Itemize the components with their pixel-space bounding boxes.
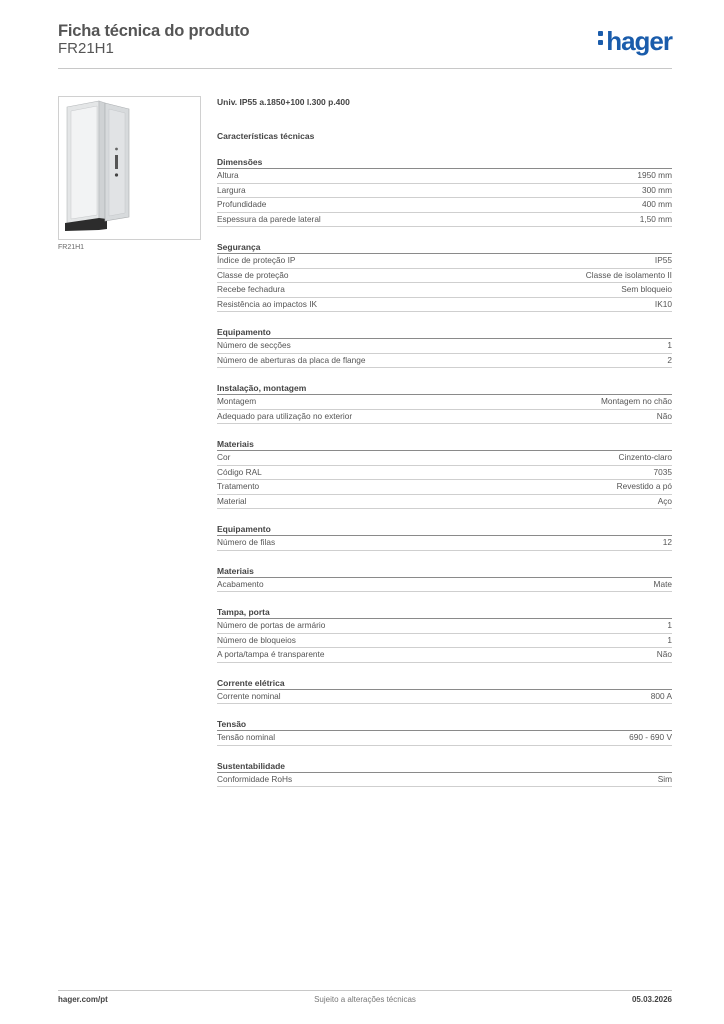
- footer-divider: [58, 990, 672, 991]
- spec-value: 1: [667, 634, 672, 645]
- spec-value: 400 mm: [642, 199, 672, 209]
- spec-row: [217, 339, 672, 354]
- spec-section: [217, 241, 672, 312]
- spec-label: Recebe fechadura: [217, 284, 285, 294]
- spec-section: [217, 523, 672, 551]
- spec-row: [217, 213, 672, 228]
- spec-label: Cor: [217, 452, 231, 462]
- technical-sheet: [217, 96, 672, 787]
- spec-value: Sem bloqueio: [621, 284, 672, 294]
- spec-label: Acabamento: [217, 578, 264, 589]
- spec-value: 800 A: [650, 690, 672, 701]
- section-title: Materiais: [217, 565, 672, 578]
- spec-row: [217, 283, 672, 298]
- spec-value: 1,50 mm: [639, 213, 672, 224]
- footer-note: Sujeito a alterações técnicas: [314, 995, 416, 1004]
- spec-value: 12: [662, 537, 672, 547]
- product-code: FR21H1: [58, 40, 114, 57]
- spec-value: 2: [667, 354, 672, 365]
- spec-label: Espessura da parede lateral: [217, 213, 321, 224]
- spec-row: [217, 578, 672, 593]
- spec-label: A porta/tampa é transparente: [217, 649, 325, 659]
- spec-row: [217, 269, 672, 284]
- spec-label: Tensão nominal: [217, 732, 276, 742]
- spec-row: [217, 198, 672, 213]
- spec-value: Não: [656, 410, 672, 421]
- spec-value: Montagem no chão: [600, 396, 672, 406]
- section-title: Dimensões: [217, 156, 672, 169]
- spec-label: Profundidade: [217, 199, 267, 209]
- product-image: [58, 96, 201, 240]
- spec-label: Número de bloqueios: [217, 634, 296, 645]
- technical-characteristics-heading: Características técnicas: [217, 131, 315, 141]
- spec-label: Número de filas: [217, 537, 276, 547]
- spec-value: Mate: [653, 578, 672, 589]
- spec-value: 7035: [653, 466, 672, 477]
- section-title: Corrente elétrica: [217, 677, 672, 690]
- header-divider: [58, 68, 672, 69]
- spec-section: [217, 438, 672, 509]
- logo-dots-icon: [598, 28, 604, 48]
- spec-label: Número de secções: [217, 340, 291, 350]
- spec-label: Número de aberturas da placa de flange: [217, 354, 366, 365]
- section-title: Tampa, porta: [217, 606, 672, 619]
- spec-value: Cinzento-claro: [618, 452, 672, 462]
- spec-row: [217, 480, 672, 495]
- spec-value: Não: [656, 649, 672, 659]
- spec-row: [217, 648, 672, 663]
- spec-label: Índice de proteção IP: [217, 255, 296, 265]
- footer-website: hager.com/pt: [58, 995, 108, 1004]
- logo-text: hager: [606, 26, 672, 56]
- cabinet-illustration-icon: [59, 97, 200, 239]
- spec-row: [217, 619, 672, 634]
- spec-section: [217, 326, 672, 368]
- spec-row: [217, 395, 672, 410]
- spec-section: [217, 382, 672, 424]
- spec-value: 1950 mm: [637, 170, 672, 180]
- section-title: Equipamento: [217, 523, 672, 536]
- spec-row: [217, 354, 672, 369]
- spec-sections: [217, 156, 672, 787]
- spec-label: Número de portas de armário: [217, 620, 326, 630]
- spec-row: [217, 690, 672, 705]
- spec-value: 690 - 690 V: [629, 732, 672, 742]
- section-title: Segurança: [217, 241, 672, 254]
- footer-date: 05.03.2026: [631, 995, 672, 1004]
- section-title: Materiais: [217, 438, 672, 451]
- spec-label: Conformidade RoHs: [217, 773, 293, 784]
- spec-value: 1: [667, 340, 672, 350]
- spec-row: [217, 298, 672, 313]
- hager-logo: [598, 26, 672, 56]
- document-title: Ficha técnica do produto: [58, 22, 250, 40]
- spec-value: Sim: [657, 773, 672, 784]
- spec-value: Revestido a pó: [616, 481, 672, 491]
- spec-label: Resistência ao impactos IK: [217, 298, 318, 309]
- image-caption: FR21H1: [58, 244, 85, 251]
- spec-row: [217, 451, 672, 466]
- spec-value: IP55: [654, 255, 672, 265]
- spec-row: [217, 169, 672, 184]
- spec-row: [217, 254, 672, 269]
- section-title: Sustentabilidade: [217, 760, 672, 773]
- spec-row: [217, 410, 672, 425]
- spec-row: [217, 634, 672, 649]
- spec-label: Código RAL: [217, 466, 262, 477]
- spec-label: Classe de proteção: [217, 269, 289, 280]
- product-name: Univ. IP55 a.1850+100 l.300 p.400: [217, 97, 350, 107]
- section-title: Instalação, montagem: [217, 382, 672, 395]
- spec-section: [217, 718, 672, 746]
- spec-label: Tratamento: [217, 481, 260, 491]
- spec-value: IK10: [654, 298, 672, 309]
- spec-row: [217, 536, 672, 551]
- section-title: Tensão: [217, 718, 672, 731]
- spec-section: [217, 606, 672, 663]
- page-header: [58, 20, 672, 70]
- section-title: Equipamento: [217, 326, 672, 339]
- spec-row: [217, 184, 672, 199]
- spec-label: Altura: [217, 170, 239, 180]
- spec-section: [217, 565, 672, 593]
- spec-value: Classe de isolamento II: [585, 269, 672, 280]
- spec-label: Montagem: [217, 396, 257, 406]
- spec-section: [217, 760, 672, 788]
- spec-section: [217, 677, 672, 705]
- spec-section: [217, 156, 672, 227]
- spec-value: Aço: [657, 495, 672, 506]
- spec-value: 1: [667, 620, 672, 630]
- spec-row: [217, 495, 672, 510]
- spec-label: Adequado para utilização no exterior: [217, 410, 353, 421]
- spec-row: [217, 773, 672, 788]
- page-footer: [58, 995, 672, 1009]
- spec-label: Material: [217, 495, 247, 506]
- spec-row: [217, 466, 672, 481]
- spec-row: [217, 731, 672, 746]
- spec-label: Largura: [217, 184, 246, 195]
- spec-label: Corrente nominal: [217, 690, 281, 701]
- spec-value: 300 mm: [642, 184, 672, 195]
